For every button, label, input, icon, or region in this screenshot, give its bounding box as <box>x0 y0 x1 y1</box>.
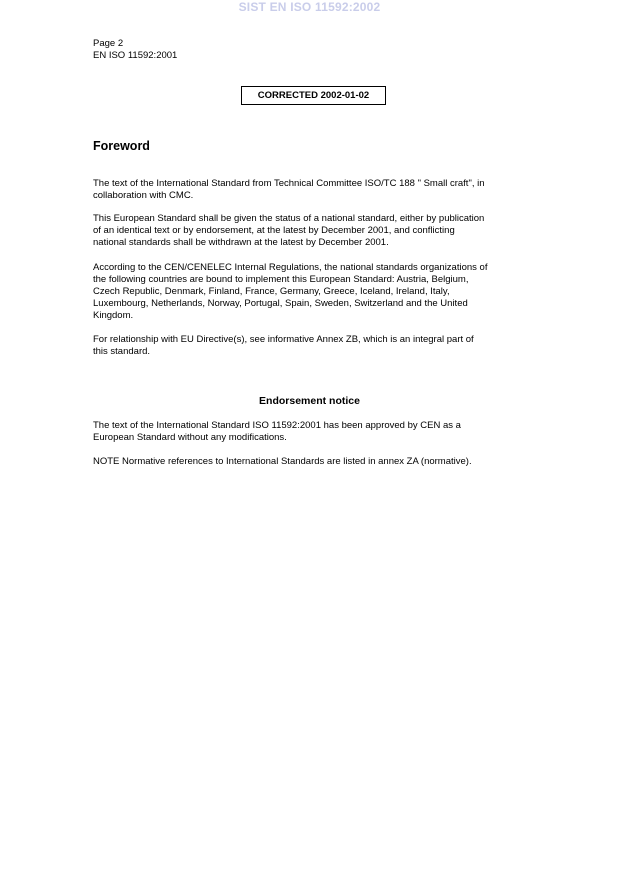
text-line: According to the CEN/CENELEC Internal Regulations, the national standards organizations of <box>93 262 488 273</box>
text-line: Luxembourg, Netherlands, Norway, Portugal, Spain, Sweden, Switzerland and the United <box>93 298 468 309</box>
text-line: collaboration with CMC. <box>93 190 194 201</box>
text-line: Kingdom. <box>93 310 134 321</box>
text-line: This European Standard shall be given the status of a national standard, either by publication <box>93 213 485 224</box>
text-line: of an identical text or by endorsement, at the latest by December 2001, and conflicting <box>93 225 455 236</box>
page-number: Page 2 <box>93 38 124 49</box>
text-line: this standard. <box>93 346 151 357</box>
foreword-title: Foreword <box>93 139 150 153</box>
corrected-stamp <box>241 86 386 105</box>
watermark-text: SIST EN ISO 11592:2002 <box>238 0 381 14</box>
endorsement-note <box>93 456 533 468</box>
text-line: national standards shall be withdrawn at the latest by December 2001. <box>93 237 389 248</box>
endorsement-paragraph-1 <box>93 420 533 444</box>
endorsement-title: Endorsement notice <box>259 395 360 407</box>
text-line: NOTE Normative references to International Standards are listed in annex ZA (normative). <box>93 456 472 467</box>
foreword-paragraph-3 <box>93 262 533 322</box>
standard-number: EN ISO 11592:2001 <box>93 49 178 61</box>
page-header <box>93 38 177 61</box>
corrected-label: CORRECTED 2002-01-02 <box>257 90 370 101</box>
text-line: Czech Republic, Denmark, Finland, France, Germany, Greece, Iceland, Ireland, Italy, <box>93 286 450 297</box>
text-line: For relationship with EU Directive(s), see informative Annex ZB, which is an integral part of <box>93 334 474 345</box>
foreword-paragraph-1 <box>93 178 533 202</box>
text-line: European Standard without any modifications. <box>93 432 287 443</box>
foreword-paragraph-2 <box>93 213 533 249</box>
text-line: The text of the International Standard from Technical Committee ISO/TC 188 " Small craft", in <box>93 178 485 189</box>
foreword-paragraph-4 <box>93 334 533 358</box>
text-line: The text of the International Standard ISO 11592:2001 has been approved by CEN as a <box>93 420 461 431</box>
text-line: the following countries are bound to implement this European Standard: Austria, Belgium, <box>93 274 469 285</box>
